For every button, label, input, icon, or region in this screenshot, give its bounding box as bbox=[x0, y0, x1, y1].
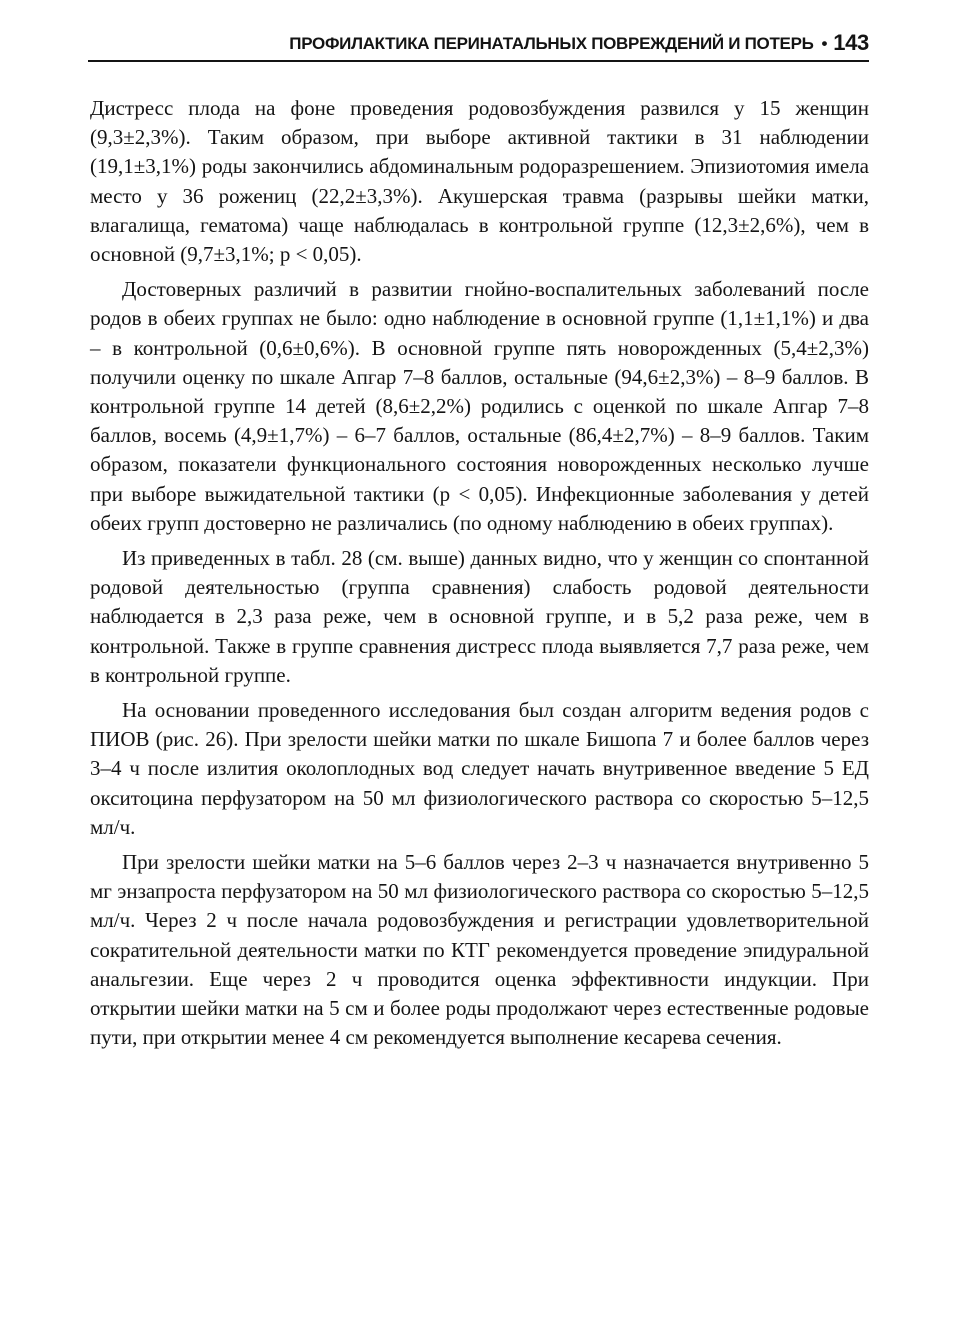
running-head bbox=[88, 30, 869, 57]
paragraph-2: Достоверных различий в развитии гнойно-воспалительных заболеваний после родов в обеих группах не было: одно наблюдение в основной группе (1,1±1,1%) и два – в контрольной (0,6±0,6%). В основной группе пять новорожденных (5,4±2,3%) получили оценку по шкале Апгар 7–8 баллов, остальные (94,6±2,3%) – 8–9 баллов. В контрольной группе 14 детей (8,6±2,2%) родились с оценкой по шкале Апгар 7–8 баллов, восемь (4,9±1,7%) – 6–7 баллов, остальные (86,4±2,7%) – 8–9 баллов. Таким образом, показатели функционального состояния новорожденных несколько лучше при выборе выжидательной тактики (р < 0,05). Инфекционные заболевания у детей обеих групп достоверно не различались (по одному наблюдению в обеих группах). bbox=[90, 277, 869, 535]
paragraph-3: Из приведенных в табл. 28 (см. выше) данных видно, что у женщин со спонтанной родовой деятельностью (группа сравнения) слабость родовой деятельности наблюдается в 2,3 раза реже, чем в основной группе, и в 5,2 раза реже, чем в контрольной. Также в группе сравнения дистресс плода выявляется 7,7 раза реже, чем в контрольной группе. bbox=[90, 546, 869, 687]
running-title: ПРОФИЛАКТИКА ПЕРИНАТАЛЬНЫХ ПОВРЕЖДЕНИЙ И ПОТЕРЬ bbox=[289, 34, 814, 53]
bullet-separator: • bbox=[821, 34, 828, 53]
header-rule bbox=[88, 60, 869, 62]
body-text bbox=[90, 94, 869, 1059]
page-number: 143 bbox=[833, 30, 869, 55]
paragraph-4: На основании проведенного исследования был создан алгоритм ведения родов с ПИОВ (рис. 26). При зрелости шейки матки по шкале Бишопа 7 и более баллов через 3–4 ч после излития околоплодных вод следует начать внутривенное введение 5 ЕД окситоцина перфузатором на 50 мл физиологического раствора со скоростью 5–12,5 мл/ч. bbox=[90, 698, 869, 839]
paragraph-5: При зрелости шейки матки на 5–6 баллов через 2–3 ч назначается внутривенно 5 мг энзапроста перфузатором на 50 мл физиологического раствора со скоростью 5–12,5 мл/ч. Через 2 ч после начала родовозбуждения и регистрации удовлетворительной сократительной деятельности матки по КТГ рекомендуется проведение эпидуральной анальгезии. Еще через 2 ч проводится оценка эффективности индукции. При открытии шейки матки на 5 см и более роды продолжают через естественные родовые пути, при открытии менее 4 см рекомендуется выполнение кесарева сечения. bbox=[90, 850, 869, 1050]
paragraph-1: Дистресс плода на фоне проведения родовозбуждения развился у 15 женщин (9,3±2,3%). Таким образом, при выборе активной тактики в 31 наблюдении (19,1±3,1%) роды закончились абдоминальным родоразрешением. Эпизиотомия имела место у 36 рожениц (22,2±3,3%). Акушерская травма (разрывы шейки матки, влагалища, гематома) чаще наблюдалась в контрольной группе (12,3±2,6%), чем в основной (9,7±3,1%; p < 0,05). bbox=[90, 96, 869, 267]
